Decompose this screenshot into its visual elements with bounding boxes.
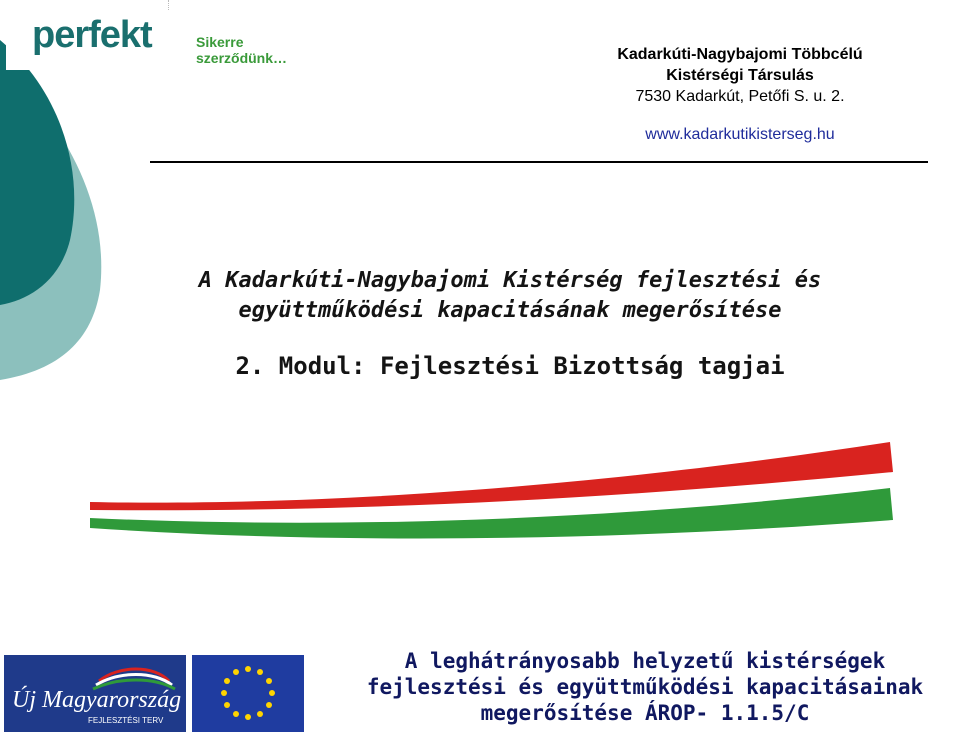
org-name-line1: Kadarkúti-Nagybajomi Többcélú xyxy=(617,46,863,63)
org-website-link[interactable]: www.kadarkutikisterseg.hu xyxy=(645,126,835,143)
divider xyxy=(168,0,169,10)
organization-block xyxy=(560,44,920,145)
footer-line1: A leghátrányosabb helyzetű kistérségek xyxy=(404,649,886,673)
footer-program-text xyxy=(330,648,960,726)
org-address: 7530 Kadarkút, Petőfi S. u. 2. xyxy=(635,88,845,105)
footer-line2: fejlesztési és együttműködési kapacitásainak xyxy=(366,675,924,699)
footer-line3: megerősítése ÁROP- 1.1.5/C xyxy=(480,701,810,725)
eu-stars-icon xyxy=(192,655,304,732)
eu-flag-logo xyxy=(192,655,304,732)
uj-logo-line1: Új Magyarország xyxy=(12,687,182,713)
uj-logo-line2: FEJLESZTÉSI TERV xyxy=(88,716,164,725)
slide-title xyxy=(100,266,920,326)
slide-title-line2: együttműködési kapacitásának megerősítése xyxy=(238,298,782,323)
slide-subtitle: 2. Modul: Fejlesztési Bizottság tagjai xyxy=(235,352,785,380)
uj-magyarorszag-emblem xyxy=(4,655,186,732)
org-name-line2: Kistérségi Társulás xyxy=(666,67,814,84)
header-divider xyxy=(150,161,928,163)
slide-title-line1: A Kadarkúti-Nagybajomi Kistérség fejlesztési és xyxy=(198,268,822,293)
tricolor-ribbon xyxy=(85,432,895,557)
perfekt-logo: perfekt xyxy=(32,14,152,56)
perfekt-slogan: Sikerre szerződünk… xyxy=(196,34,288,66)
perfekt-header xyxy=(6,0,332,70)
uj-magyarorszag-logo xyxy=(4,655,186,732)
